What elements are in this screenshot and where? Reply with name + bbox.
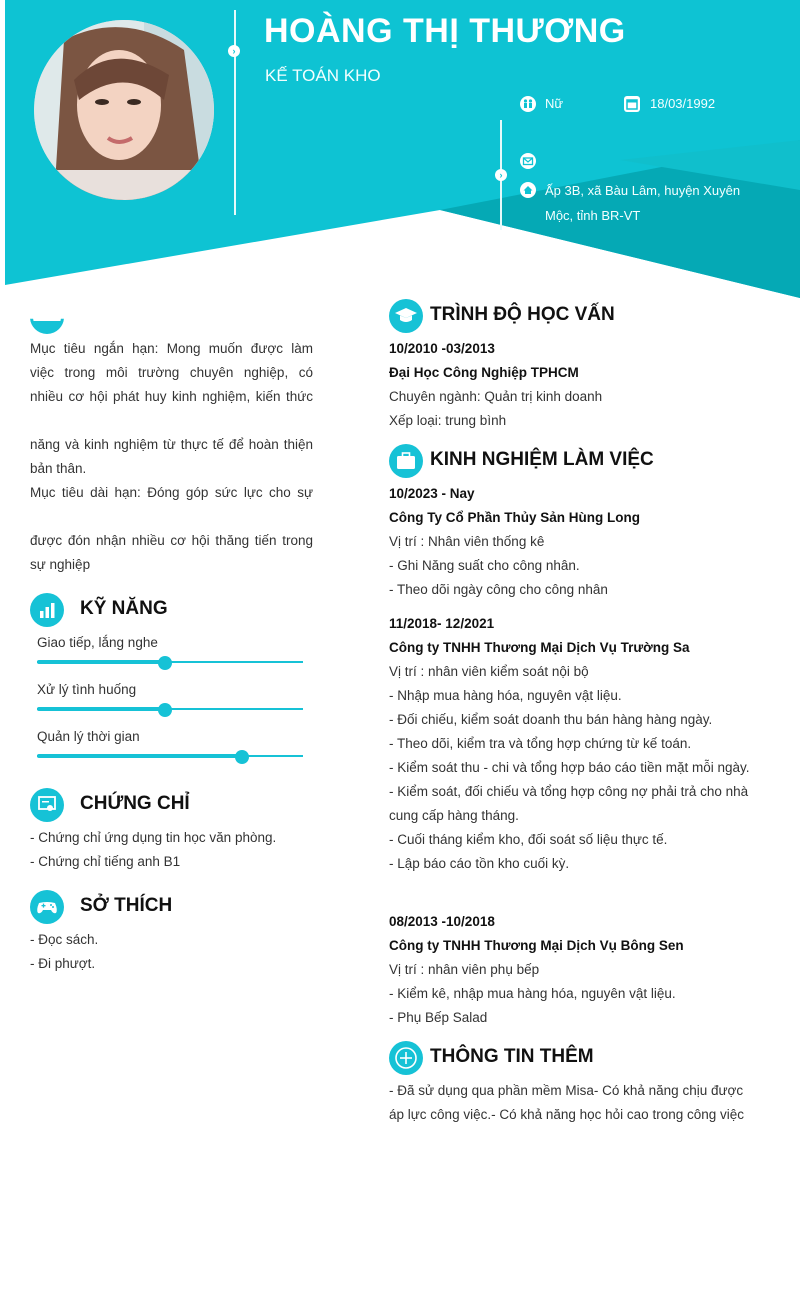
certificate-item: - Chứng chỉ tiếng anh B1 xyxy=(30,854,181,869)
skill-knob xyxy=(235,750,249,764)
objective-line: nhiều cơ hội phát huy kinh nghiệm, kiến thức xyxy=(30,389,313,404)
job-line: - Theo dõi ngày công cho công nhân xyxy=(389,582,608,597)
objective-line: được đón nhận nhiều cơ hội thăng tiến trong xyxy=(30,533,313,548)
job-line: - Kiểm kê, nhập mua hàng hóa, nguyên vật liệu. xyxy=(389,986,676,1001)
education-title: TRÌNH ĐỘ HỌC VẤN xyxy=(430,304,615,325)
education-school: Đại Học Công Nghiệp TPHCM xyxy=(389,365,579,380)
skill-label: Quản lý thời gian xyxy=(37,729,140,744)
extra-title: THÔNG TIN THÊM xyxy=(430,1046,594,1067)
calendar-icon xyxy=(624,96,640,112)
avatar xyxy=(34,20,214,200)
certificate-icon xyxy=(30,788,64,822)
objective-line: năng và kinh nghiệm từ thực tế để hoàn thiện xyxy=(30,437,313,452)
job-period: 11/2018- 12/2021 xyxy=(389,616,495,631)
home-icon xyxy=(520,182,536,198)
briefcase-icon xyxy=(389,444,423,478)
objective-line: Mục tiêu dài hạn: Đóng góp sức lực cho sự xyxy=(30,485,313,500)
education-major: Chuyên ngành: Quản trị kinh doanh xyxy=(389,389,603,404)
address-line-2: Mộc, tỉnh BR-VT xyxy=(545,208,641,223)
job-line: - Theo dõi, kiểm tra và tổng hợp chứng từ kế toán. xyxy=(389,736,692,751)
objective-line: Mục tiêu ngắn hạn: Mong muốn được làm xyxy=(30,341,313,356)
job-line: - Nhập mua hàng hóa, nguyên vật liệu. xyxy=(389,688,622,703)
job-period: 10/2023 - Nay xyxy=(389,486,475,501)
job-company: Công ty TNHH Thương Mại Dịch Vụ Bông Sen xyxy=(389,938,684,953)
job-line: Vị trí : nhân viên kiểm soát nội bộ xyxy=(389,664,589,679)
objective-header-mask xyxy=(25,285,325,321)
job-line: Vị trí : nhân viên phụ bếp xyxy=(389,962,540,977)
hobbies-title: SỞ THÍCH xyxy=(80,895,173,916)
job-period: 08/2013 -10/2018 xyxy=(389,914,495,929)
job-line: cung cấp hàng tháng. xyxy=(389,808,519,823)
objective-line: bản thân. xyxy=(30,461,87,476)
job-company: Công Ty Cổ Phần Thủy Sản Hùng Long xyxy=(389,510,640,525)
graduation-cap-icon xyxy=(389,299,423,333)
bar-chart-icon xyxy=(30,593,64,627)
skill-label: Giao tiếp, lắng nghe xyxy=(37,635,158,650)
job-line: - Kiểm soát thu - chi và tổng hợp báo cáo tiền mặt mỗi ngày. xyxy=(389,760,750,775)
job-line: Vị trí : Nhân viên thống kê xyxy=(389,534,545,549)
objective-line: việc trong môi trường chuyên nghiệp, có xyxy=(30,365,313,380)
job-company: Công ty TNHH Thương Mại Dịch Vụ Trường Sa xyxy=(389,640,690,655)
job-line: - Kiểm soát, đối chiếu và tổng hợp công nợ phải trả cho nhà xyxy=(389,784,749,799)
skill-label: Xử lý tình huống xyxy=(37,682,137,697)
hobby-item: - Đi phượt. xyxy=(30,956,96,971)
job-title: KẾ TOÁN KHO xyxy=(265,66,381,85)
education-period: 10/2010 -03/2013 xyxy=(389,341,495,356)
skills-title: KỸ NĂNG xyxy=(80,598,168,619)
job-line: - Ghi Năng suất cho công nhân. xyxy=(389,558,580,573)
candidate-name: HOÀNG THỊ THƯƠNG xyxy=(264,12,626,50)
certificates-title: CHỨNG CHỈ xyxy=(80,793,190,814)
email-icon xyxy=(520,153,536,169)
extra-line: - Đã sử dụng qua phần mềm Misa- Có khả năng chịu được xyxy=(389,1083,744,1098)
skill-knob xyxy=(158,703,172,717)
job-line: - Phụ Bếp Salad xyxy=(389,1010,488,1025)
header-divider xyxy=(234,10,236,215)
experience-title: KINH NGHIỆM LÀM VIỆC xyxy=(430,449,654,470)
chevron-right-icon: › xyxy=(228,45,240,57)
job-line: - Cuối tháng kiểm kho, đối soát số liệu thực tế. xyxy=(389,832,668,847)
gender-value: Nữ xyxy=(545,96,564,111)
skill-fill xyxy=(37,707,165,711)
hobby-item: - Đọc sách. xyxy=(30,932,99,947)
job-line: - Đối chiếu, kiểm soát doanh thu bán hàng hàng ngày. xyxy=(389,712,713,727)
certificate-item: - Chứng chỉ ứng dụng tin học văn phòng. xyxy=(30,830,277,845)
education-grade: Xếp loại: trung bình xyxy=(389,413,507,428)
extra-line: áp lực công việc.- Có khả năng học hỏi cao trong công việc xyxy=(389,1107,744,1122)
skill-knob xyxy=(158,656,172,670)
address-line-1: Ấp 3B, xã Bàu Lâm, huyện Xuyên xyxy=(545,183,741,198)
job-line: - Lập báo cáo tồn kho cuối kỳ. xyxy=(389,856,570,871)
gender-icon xyxy=(520,96,536,112)
birthday-value: 18/03/1992 xyxy=(650,96,716,111)
plus-icon xyxy=(389,1041,423,1075)
objective-line: sự nghiệp xyxy=(30,557,91,572)
skill-fill xyxy=(37,754,242,758)
gamepad-icon xyxy=(30,890,64,924)
chevron-right-icon: › xyxy=(495,169,507,181)
skill-fill xyxy=(37,660,165,664)
